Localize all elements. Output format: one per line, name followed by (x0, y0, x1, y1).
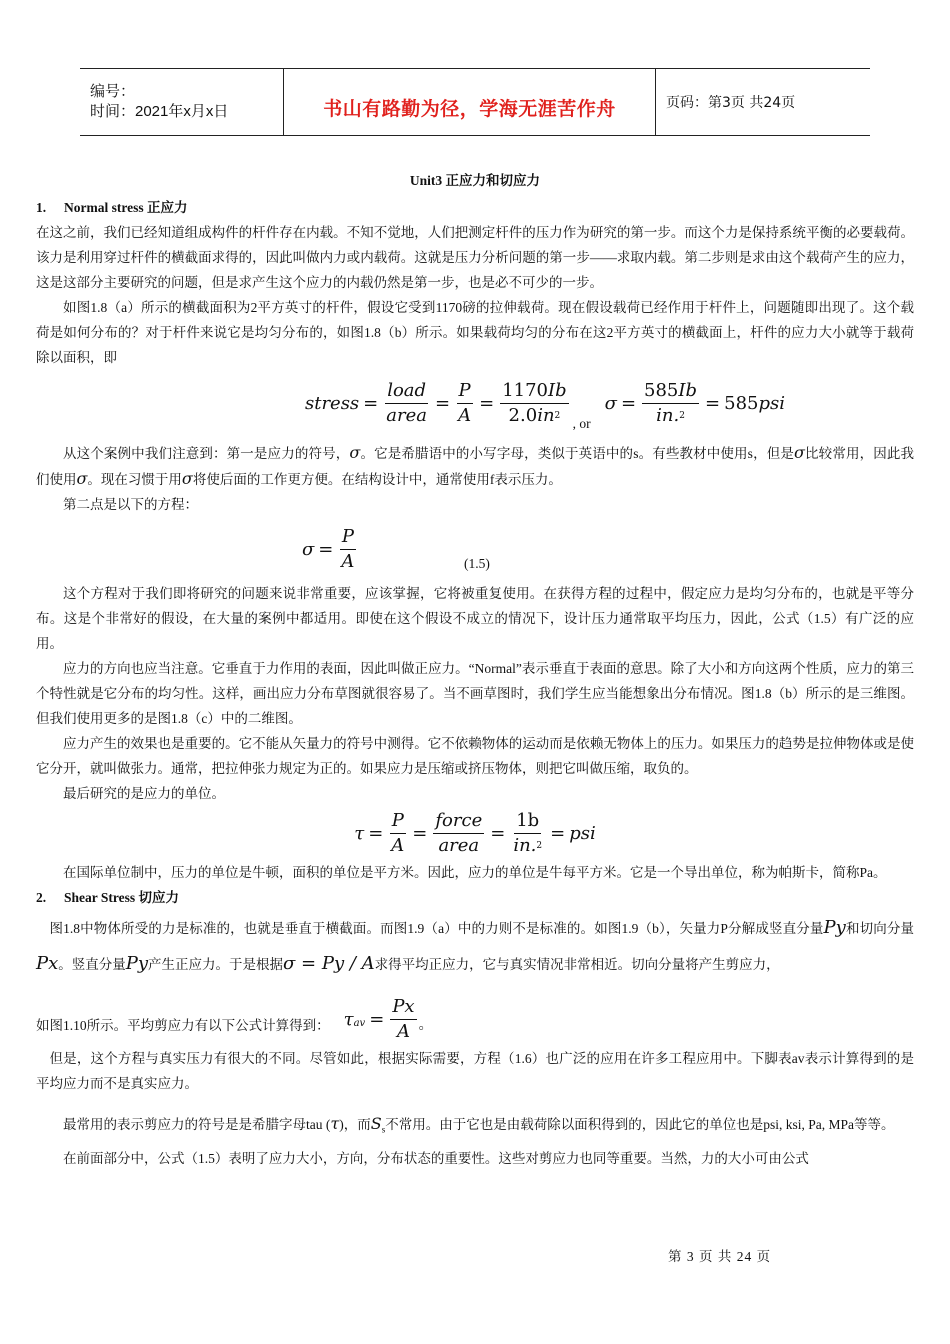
equation-tag-1-5: (1.5) (464, 556, 490, 571)
doc-title: Unit3 正应力和切应力 (409, 173, 541, 188)
f1-frac-load-area: $\frac{\text{load}}{\text{area}}$ (386, 379, 427, 426)
section2-heading (36, 885, 914, 910)
sigma-symbol: σ (76, 469, 88, 488)
s2-paragraph-2: 如图1.10所示。平均剪应力有以下公式计算得到： τ av = $\frac{Px}{A}$ 。 (36, 996, 433, 1042)
formula-stress: stress = $\frac{\text{load}}{\text{area}}$ = $\frac{P}{A}$ = $\frac{1170Ib}{2.0in^2}$ , or σ = $\frac{585Ib}{in.^2}$ = 585 psi (36, 370, 914, 436)
page-label: 页码：第3页 共24页 (666, 95, 796, 111)
number-label: 编号： (90, 83, 136, 100)
sigma-symbol: σ (349, 443, 361, 462)
sigma-symbol: σ (181, 469, 193, 488)
s1-paragraph-5: 这个方程对于我们即将研究的问题来说非常重要，应该掌握，它将被重复使用。在获得方程的过程中，假定应力是均匀分布的，也就是平等分布。这是个非常好的假设，在大量的案例中都适用。即使在这个假设不成立的情况下，设计压力通常取平均压力，因此，公式（1.5）有广泛的应用。 (36, 586, 914, 651)
s1-paragraph-2: 如图1.8（a）所示的横截面积为2平方英寸的杆件，假设它受到1170磅的拉伸载荷。现在假设载荷已经作用于杆件上，问题随即出现了。这个载荷是如何分布的？对于杆件来说它是均匀分布的，如图1.8（b）所示。如果载荷均匀的分布在这2平方英寸的横截面上，杆件的应力大小就等于载荷除以面积，即 (36, 300, 914, 365)
s2-paragraph-4: 最常用的表示剪应力的符号是是希腊字母tau (τ)，而$S_s$不常用。由于它也是由载荷除以面积得到的，因此它的单位也是psi, ksi, Pa, MPa等等。 (63, 1114, 895, 1135)
s2-paragraph-3: 但是，这个方程与真实压力有很大的不同。尽管如此，根据实际需要，方程（1.6）也广泛的应用在许多工程应用中。下脚表av表示计算得到的是平均应力而不是真实应力。 (36, 1051, 914, 1091)
header-motto-cell (283, 69, 656, 135)
inline-formula-sigma: σ = Py / A (283, 953, 375, 974)
s2-paragraph-5: 在前面部分中，公式（1.5）表明了应力大小，方向，分布状态的重要性。这些对剪应力也同等重要。当然，力的大小可由公式 (63, 1150, 809, 1166)
page-header (80, 68, 870, 136)
formula-1-5: σ = $\frac{P}{A}$ (1.5) (36, 517, 914, 581)
s1-paragraph-3: 从这个案例中我们注意到：第一是应力的符号，σ。它是希腊语中的小写字母，类似于英语中的s。有些教材中使用s，但是σ比较常用，因此我们使用σ。现在习惯于用σ将使后面的工作更方便。在结构设计中，通常使用f表示压力。 (36, 443, 915, 488)
s2-paragraph-1: 图1.8中物体所受的力是标准的，也就是垂直于横截面。而图1.9（a）中的力则不是标准的。如图1.9（b），矢量力P分解成竖直分量Py和切向分量Px。竖直分量Py产生正应力。于是根据σ = Py / A求得平均正应力，它与真实情况非常相近。切向分量将产生剪应力， (36, 917, 915, 974)
py-symbol: Py (125, 953, 149, 974)
s1-paragraph-4: 第二点是以下的方程： (63, 497, 198, 512)
f1-sigma: σ (604, 392, 617, 414)
time-label: 时间：2021年x月x日 (90, 103, 229, 120)
s1-paragraph-7: 应力产生的效果也是重要的。它不能从矢量力的符号中测得。它不依赖物体的运动而是依赖无物体上的压力。如果压力的趋势是拉伸物体或是使它分开，就叫做张力。通常，把拉伸张力规定为正的。如果应力是压缩或挤压物体，则把它叫做压缩，取负的。 (36, 736, 914, 776)
section1-heading (36, 195, 914, 220)
tau-symbol: τ (330, 1114, 340, 1133)
f1-frac-values: $\frac{1170Ib}{2.0in^2}$ (502, 379, 567, 426)
s1-paragraph-8: 最后研究的是应力的单位。 (63, 786, 225, 801)
f1-frac-p-a: $\frac{P}{A}$ (458, 379, 472, 426)
header-page-cell (656, 69, 870, 135)
section1-title: Normal stress 正应力 (64, 200, 188, 215)
document-body (36, 168, 914, 1171)
section2-title: Shear Stress 切应力 (64, 890, 180, 905)
formula-tau-av: τ av = $\frac{Px}{A}$ 。 (343, 996, 433, 1042)
px-symbol: Px (36, 953, 59, 974)
s1-paragraph-6: 应力的方向也应当注意。它垂直于力作用的表面，因此叫做正应力。“Normal”表示垂直于表面的意思。除了大小和方向这两个性质，应力的第三个特性就是它分布的均匀性。这样，画出应力分布草图就很容易了。当不画草图时，我们学生应当能想象出分布情况。图1.8（b）所示的是三维图。但我们使用更多的是图1.8（c）中的二维图。 (36, 661, 914, 726)
motto: 书山有路勤为径，学海无涯苦作舟 (323, 97, 616, 120)
section2-number: 2. (36, 890, 47, 905)
formula-units: τ = $\frac{P}{A}$ = $\frac{\text{force}}{\text{area}}$ = $\frac{1b}{in.^2}$ = psi (354, 809, 596, 856)
ss-symbol: S (370, 1114, 382, 1133)
s1-paragraph-9: 在国际单位制中，压力的单位是牛顿，面积的单位是平方米。因此，应力的单位是牛每平方米。它是一个导出单位，称为帕斯卡，简称Pa。 (63, 865, 887, 880)
header-info (80, 69, 283, 135)
sigma-symbol: σ (793, 443, 805, 462)
py-symbol: Py (823, 917, 846, 938)
f1-or: , or (572, 416, 591, 431)
page-footer: 第 3 页 共 24 页 (668, 1249, 772, 1264)
f1-stress: stress (304, 392, 360, 414)
s1-paragraph-1: 在这之前，我们已经知道组成构件的杆件存在内载。不知不觉地，人们把测定杆件的压力作为研究的第一步。而这个力是保持系统平衡的必要载荷。该力是利用穿过杆件的横截面求得的，因此叫做内力或内载荷。这就是压力分析问题的第一步——求取内载。第二步则是求由这个载荷产生的应力，这是这部分主要研究的问题，但是求产生这个应力的内载仍然是第一步，也是必不可少的一步。 (36, 225, 914, 290)
f1-frac-585: $\frac{585Ib}{in.^2}$ (644, 379, 698, 426)
section1-number: 1. (36, 200, 47, 215)
